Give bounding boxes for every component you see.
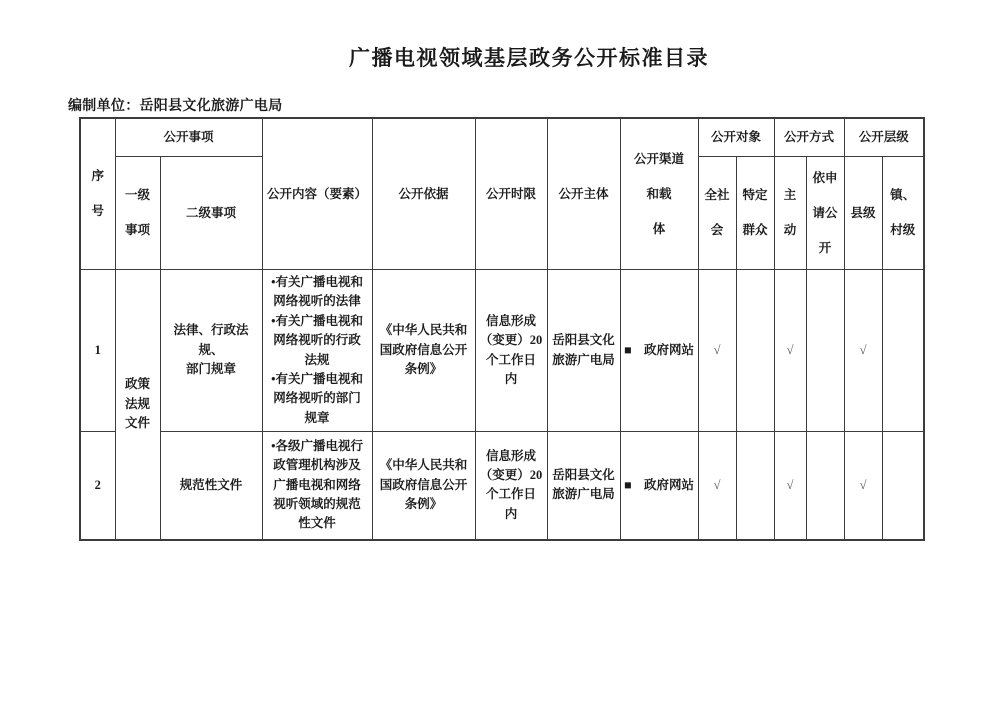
row2-content: •各级广播电视行 政管理机构涉及 广播电视和网络 视听领域的规范 性文件 (262, 432, 372, 540)
row1-level2-item: 法律、行政法规、 部门规章 (160, 270, 262, 432)
row2-time-limit: 信息形成 （变更）20 个工作日 内 (475, 432, 547, 540)
header-audience-specific: 特定 群众 (736, 157, 774, 270)
row1-content: •有关广播电视和 网络视听的法律 •有关广播电视和 网络视听的行政 法规 •有关广播电视和 网络视听的部门 规章 (262, 270, 372, 432)
header-row-group (80, 118, 924, 157)
row2-cell-audience-specific (736, 432, 774, 540)
row1-time-limit: 信息形成 （变更）20 个工作日 内 (475, 270, 547, 432)
header-method-active: 主 动 (774, 157, 806, 270)
row2-cell-method-on-request (806, 432, 844, 540)
row1-cell-audience-specific (736, 270, 774, 432)
row1-serial: 1 (80, 270, 115, 432)
row2-check-audience-all: √ (698, 432, 736, 540)
row2-cell-level-town (882, 432, 924, 540)
row2-serial: 2 (80, 432, 115, 540)
row1-cell-method-on-request (806, 270, 844, 432)
header-level2-item: 二级事项 (160, 157, 262, 270)
page-title: 广播电视领域基层政务公开标准目录 (349, 46, 709, 70)
row1-check-level-county: √ (844, 270, 882, 432)
header-content: 公开内容（要素） (262, 118, 372, 270)
header-time-limit: 公开时限 (475, 118, 547, 270)
standards-table (79, 117, 925, 541)
row1-cell-level-town (882, 270, 924, 432)
header-level-town: 镇、 村级 (882, 157, 924, 270)
row1-check-audience-all: √ (698, 270, 736, 432)
row1-check-method-active: √ (774, 270, 806, 432)
row2-check-method-active: √ (774, 432, 806, 540)
header-level1-item: 一级 事项 (115, 157, 160, 270)
row1-subject: 岳阳县文化 旅游广电局 (547, 270, 620, 432)
row2-subject: 岳阳县文化 旅游广电局 (547, 432, 620, 540)
header-level: 公开层级 (844, 118, 924, 157)
header-method: 公开方式 (774, 118, 844, 157)
row2-basis: 《中华人民共和 国政府信息公开 条例》 (372, 432, 475, 540)
header-serial: 序 号 (80, 118, 115, 270)
row1-channel: ■ 政府网站 (620, 270, 698, 432)
header-subject: 公开主体 (547, 118, 620, 270)
row1-basis: 《中华人民共和 国政府信息公开 条例》 (372, 270, 475, 432)
header-basis: 公开依据 (372, 118, 475, 270)
row2-check-level-county: √ (844, 432, 882, 540)
row2-level2-item: 规范性文件 (160, 432, 262, 540)
header-level-county: 县级 (844, 157, 882, 270)
header-disclosure-items: 公开事项 (115, 118, 262, 157)
header-method-on-request: 依申 请公 开 (806, 157, 844, 270)
table-row (80, 432, 924, 540)
row1-level1-item: 政策 法规 文件 (115, 270, 160, 540)
table-row (80, 270, 924, 432)
header-audience-all: 全社 会 (698, 157, 736, 270)
header-audience: 公开对象 (698, 118, 774, 157)
row2-channel: ■ 政府网站 (620, 432, 698, 540)
header-channel: 公开渠道 和载 体 (620, 118, 698, 270)
prepared-by-label: 编制单位：岳阳县文化旅游广电局 (68, 99, 283, 114)
